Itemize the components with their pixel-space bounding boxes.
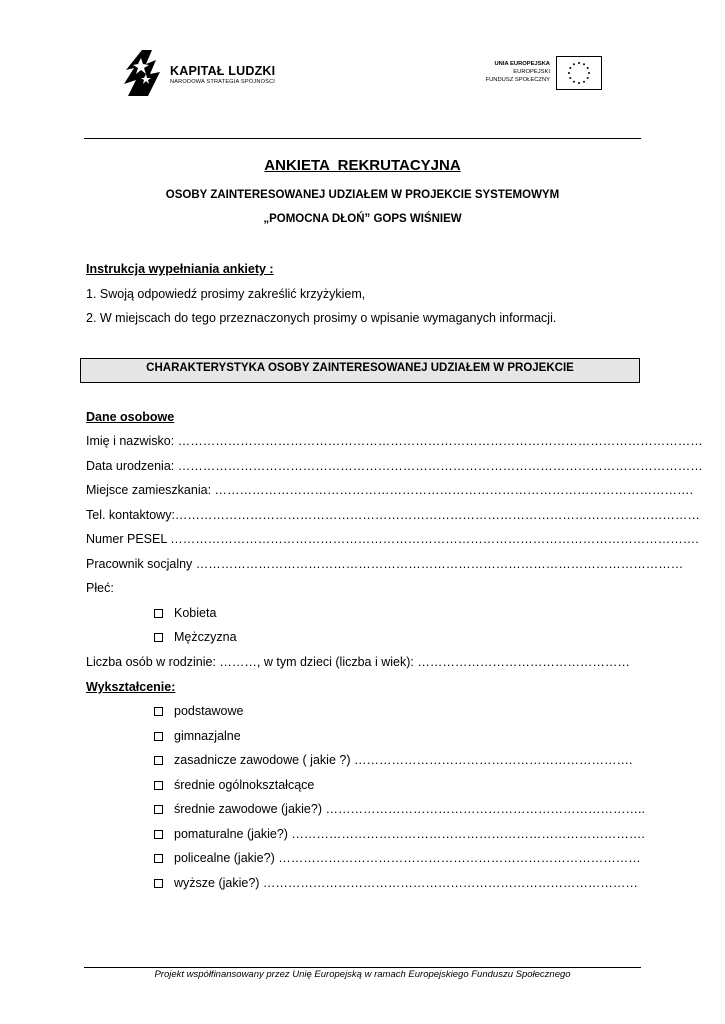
option-label: policealne (jakie?) …………………………………………………………………………… xyxy=(174,851,641,865)
instructions-heading: Instrukcja wypełniania ankiety : xyxy=(86,262,274,276)
personal-data-heading: Dane osobowe xyxy=(86,410,175,424)
field-family[interactable]: Liczba osób w rodzinie: ………, w tym dzieci (liczba i wiek): …………………………………………… xyxy=(86,655,630,669)
option-label: średnie ogólnokształcące xyxy=(174,778,315,792)
footer-text: Projekt współfinansowany przez Unię Europejską w ramach Europejskiego Funduszu Społecznego xyxy=(154,969,571,980)
checkbox-icon[interactable] xyxy=(154,609,163,618)
checkbox-icon[interactable] xyxy=(154,707,163,716)
instruction-line-2: 2. W miejscach do tego przeznaczonych prosimy o wpisanie wymaganych informacji. xyxy=(86,311,557,325)
field-social-worker[interactable]: Pracownik socjalny ……………………………………………………………………………………………………… xyxy=(86,557,684,571)
eu-line-2: EUROPEJSKI xyxy=(513,69,550,75)
document-subtitle-1: OSOBY ZAINTERESOWANEJ UDZIAŁEM W PROJEKCIE SYSTEMOWYM xyxy=(165,189,560,201)
checkbox-icon[interactable] xyxy=(154,879,163,888)
logo-subtitle: NARODOWA STRATEGIA SPÓJNOŚCI xyxy=(170,79,276,85)
field-pesel[interactable]: Numer PESEL ………………………………………………………………………………………………………………. xyxy=(86,532,699,546)
education-heading: Wykształcenie: xyxy=(86,680,176,694)
eu-flag-icon xyxy=(556,56,602,90)
option-label: średnie zawodowe (jakie?) ………………………………………………………………….. xyxy=(174,802,645,816)
eu-line-3: FUNDUSZ SPOŁECZNY xyxy=(485,77,550,83)
kapital-ludzki-logo xyxy=(122,46,170,100)
checkbox-icon[interactable] xyxy=(154,633,163,642)
logo-title: KAPITAŁ LUDZKI xyxy=(170,64,276,78)
header-divider xyxy=(84,138,641,139)
document-title: ANKIETA REKRUTACYJNA xyxy=(264,157,461,174)
footer-divider xyxy=(84,967,641,968)
option-label: Kobieta xyxy=(174,606,217,620)
document-subtitle-2: „POMOCNA DŁOŃ” GOPS WIŚNIEW xyxy=(263,213,462,225)
option-label: podstawowe xyxy=(174,704,244,718)
checkbox-icon[interactable] xyxy=(154,756,163,765)
gender-label: Płeć: xyxy=(86,581,114,595)
option-label: zasadnicze zawodowe ( jakie ?) …………………………………………………………. xyxy=(174,753,633,767)
field-phone[interactable]: Tel. kontaktowy:……………………………………………………………………………………………………………… xyxy=(86,508,700,522)
option-label: gimnazjalne xyxy=(174,729,241,743)
checkbox-icon[interactable] xyxy=(154,854,163,863)
eu-line-1: UNIA EUROPEJSKA xyxy=(494,61,550,67)
instruction-line-1: 1. Swoją odpowiedź prosimy zakreślić krzyżykiem, xyxy=(86,287,366,301)
field-name[interactable]: Imię i nazwisko: ……………………………………………………………………………………………………………… xyxy=(86,434,703,448)
checkbox-icon[interactable] xyxy=(154,781,163,790)
checkbox-icon[interactable] xyxy=(154,830,163,839)
option-label: Mężczyzna xyxy=(174,630,237,644)
option-label: wyższe (jakie?) ……………………………………………………………………………… xyxy=(174,876,638,890)
checkbox-icon[interactable] xyxy=(154,805,163,814)
checkbox-icon[interactable] xyxy=(154,732,163,741)
section-title: CHARAKTERYSTYKA OSOBY ZAINTERESOWANEJ UDZIAŁEM W PROJEKCIE xyxy=(146,362,574,374)
field-birth-date[interactable]: Data urodzenia: ……………………………………………………………………………………………………………… xyxy=(86,459,703,473)
option-label: pomaturalne (jakie?) …………………………………………………………………………. xyxy=(174,827,645,841)
field-residence[interactable]: Miejsce zamieszkania: ……………………………………………………………………………………………………. xyxy=(86,483,693,497)
